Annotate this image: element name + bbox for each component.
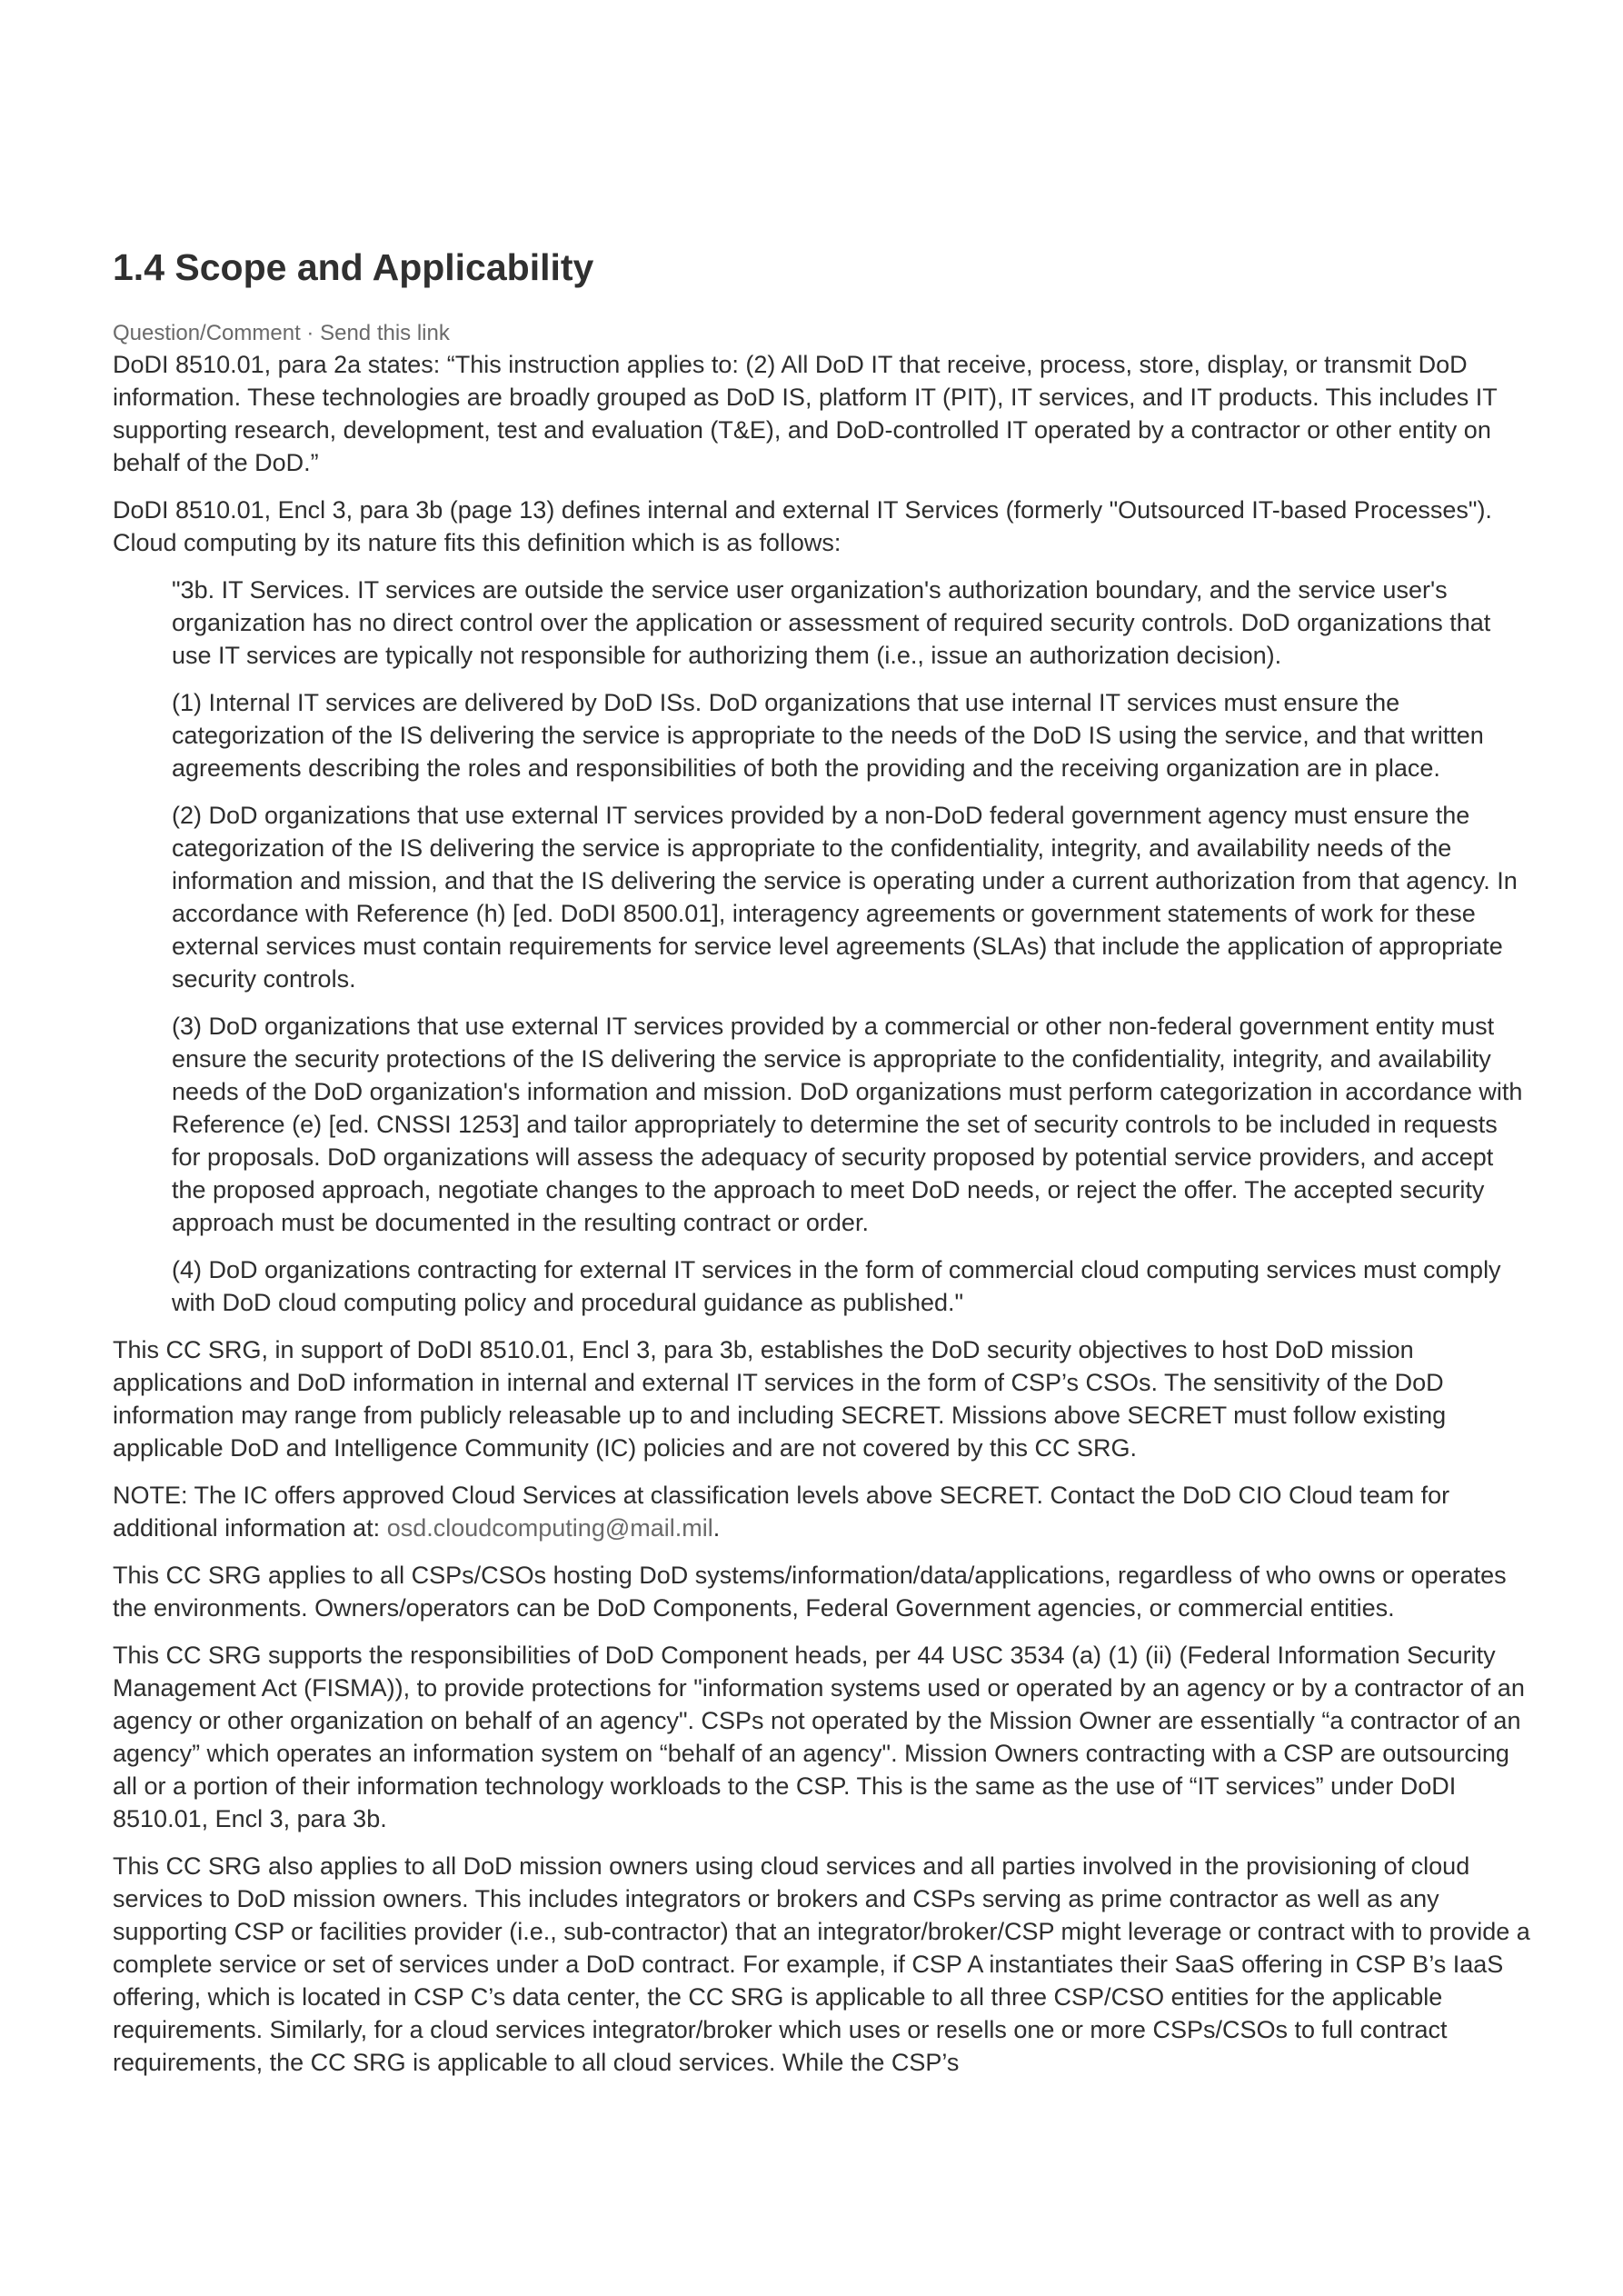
paragraph-6: This CC SRG supports the responsibilities of DoD Component heads, per 44 USC 3534 (a) (1) (ii) (Federal Information Security Management Act (FISMA)), to provide protections for "information systems used or operated by an agency or by a contractor of an agency or other organization on behalf of an agency". CSPs not operated by the Mission Owner are essentially “a contractor of an agency” which operates an information system on “behalf of an agency". Mission Owners contracting with a CSP are outsourcing all or a portion of their information technology workloads to the CSP. This is the same as the use of “IT services” under DoDI 8510.01, Encl 3, para 3b. (113, 1642, 1525, 1833)
document-page (113, 245, 1530, 2093)
quote-paragraph: "3b. IT Services. IT services are outside the service user organization's authorization boundary, and the service user's organization has no direct control over the application or assessment of required security controls. DoD organizations that use IT services are typically not responsible for authorizing them (i.e., issue an authorization decision). (172, 576, 1491, 670)
send-link[interactable]: Send this link (320, 321, 450, 346)
question-comment-link[interactable]: Question/Comment (113, 321, 301, 346)
quote-paragraph: (2) DoD organizations that use external IT services provided by a non-DoD federal government agency must ensure the categorization of the IS delivering the service is appropriate to the confidentiality, integrity, and availability needs of the information and mission, and that the IS delivering the service is operating under a current authorization from that agency. In accordance with Reference (h) [ed. DoDI 8500.01], interagency agreements or government statements of work for these external services must contain requirements for service level agreements (SLAs) that include the application of appropriate security controls. (172, 802, 1518, 993)
note-end: . (712, 1514, 721, 1542)
section-meta (113, 321, 1530, 346)
note-text: NOTE: The IC offers approved Cloud Services at classification levels above SECRET. Contact the DoD CIO Cloud team for additional information at: (113, 1482, 1450, 1542)
quote-paragraph: (4) DoD organizations contracting for external IT services in the form of commercial cloud computing services must comply with DoD cloud computing policy and procedural guidance as published." (172, 1256, 1501, 1317)
quote-paragraph: (1) Internal IT services are delivered by DoD ISs. DoD organizations that use internal IT services must ensure the categorization of the IS delivering the service is appropriate to the needs of the DoD IS using the service, and that written agreements describing the roles and responsibilities of both the providing and the receiving organization are in place. (172, 689, 1484, 783)
paragraph-7: This CC SRG also applies to all DoD mission owners using cloud services and all parties involved in the provisioning of cloud services to DoD mission owners. This includes integrators or brokers and CSPs serving as prime contractor as well as any supporting CSP or facilities provider (i.e., sub-contractor) that an integrator/broker/CSP might leverage or contract with to provide a complete service or set of services under a DoD contract. For example, if CSP A instantiates their SaaS offering in CSP B’s IaaS offering, which is located in CSP C’s data center, the CC SRG is applicable to all three CSP/CSO entities for the applicable requirements. Similarly, for a cloud services integrator/broker which uses or resells one or more CSPs/CSOs to full contract requirements, the CC SRG is applicable to all cloud services. While the CSP’s (113, 1852, 1530, 2077)
section-title: 1.4 Scope and Applicability (113, 246, 594, 288)
paragraph-2: DoDI 8510.01, Encl 3, para 3b (page 13) defines internal and external IT Services (formerly "Outsourced IT-based Processes"). Cloud computing by its nature fits this definition which is as follows: (113, 496, 1492, 557)
paragraph-4 (113, 1479, 1530, 1544)
paragraph-3: This CC SRG, in support of DoDI 8510.01, Encl 3, para 3b, establishes the DoD security objectives to host DoD mission applications and DoD information in internal and external IT services in the form of CSP’s CSOs. The sensitivity of the DoD information may range from publicly releasable up to and including SECRET. Missions above SECRET must follow existing applicable DoD and Intelligence Community (IC) policies and are not covered by this CC SRG. (113, 1336, 1447, 1462)
meta-separator: · (300, 321, 321, 346)
quoted-definition (172, 574, 1530, 1319)
email-link[interactable]: osd.cloudcomputing@mail.mil (386, 1514, 713, 1542)
quote-paragraph: (3) DoD organizations that use external IT services provided by a commercial or other non-federal government entity must ensure the security protections of the IS delivering the service is appropriate to the confidentiality, integrity, and availability needs of the DoD organization's information and mission. DoD organizations must perform categorization in accordance with Reference (e) [ed. CNSSI 1253] and tailor appropriately to determine the set of security controls to be included in requests for proposals. DoD organizations will assess the adequacy of security proposed by potential service providers, and accept the proposed approach, negotiate changes to the approach to meet DoD needs, or reject the offer. The accepted security approach must be documented in the resulting contract or order. (172, 1013, 1523, 1237)
paragraph-5: This CC SRG applies to all CSPs/CSOs hosting DoD systems/information/data/applications, regardless of who owns or operates the environments. Owners/operators can be DoD Components, Federal Government agencies, or commercial entities. (113, 1562, 1507, 1622)
paragraph-1: DoDI 8510.01, para 2a states: “This instruction applies to: (2) All DoD IT that receive, process, store, display, or transmit DoD information. These technologies are broadly grouped as DoD IS, platform IT (PIT), IT services, and IT products. This includes IT supporting research, development, test and evaluation (T&E), and DoD-controlled IT operated by a contractor or other entity on behalf of the DoD.” (113, 351, 1498, 477)
